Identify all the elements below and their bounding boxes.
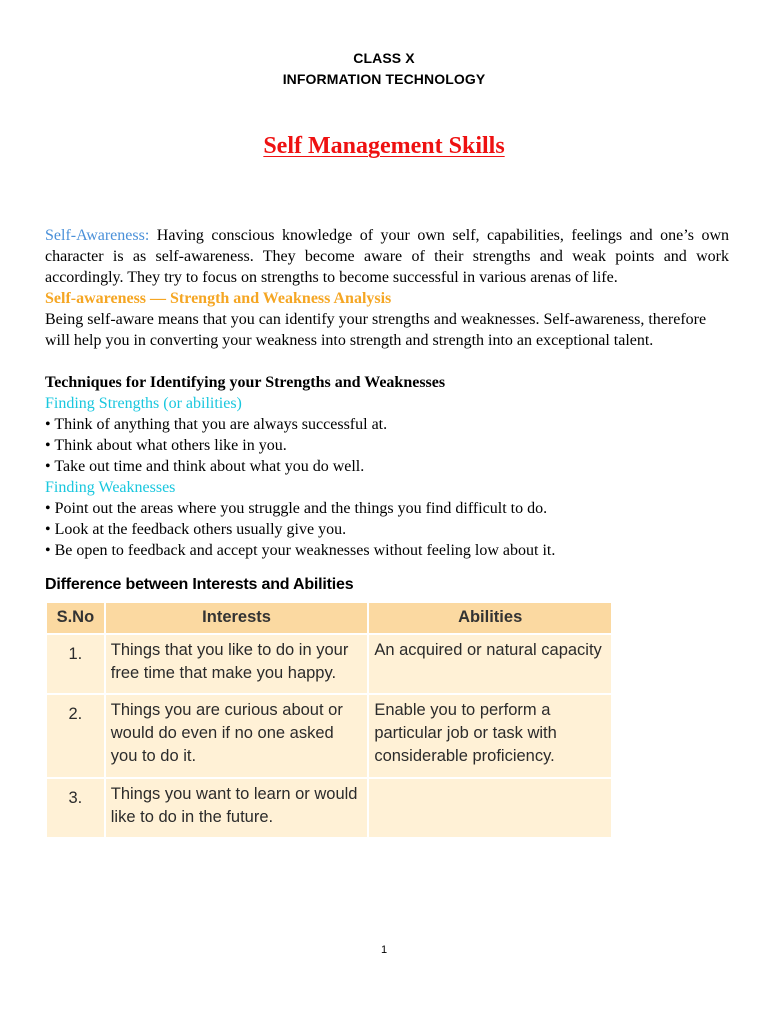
- ability-cell: Enable you to perform a particular job or task with considerable proficiency.: [368, 694, 612, 778]
- list-item: • Think of anything that you are always successful at.: [45, 416, 388, 433]
- sno-cell: 1.: [46, 634, 105, 694]
- document-title: Self Management Skills: [263, 133, 505, 159]
- strength-weakness-analysis-paragraph: Being self-aware means that you can identify your strengths and weaknesses. Self-awareness, therefore will help you in converting your weakness into strength and strength into an exceptional talent.: [45, 311, 707, 349]
- list-item: • Think about what others like in you.: [45, 437, 287, 454]
- list-item: • Be open to feedback and accept your weaknesses without feeling low about it.: [45, 542, 556, 559]
- weaknesses-list: [45, 498, 729, 561]
- finding-weaknesses-heading: Finding Weaknesses: [45, 479, 176, 496]
- sno-cell: 3.: [46, 778, 105, 838]
- subject-label: INFORMATION TECHNOLOGY: [282, 71, 486, 87]
- list-item: • Point out the areas where you struggle and the things you find difficult to do.: [45, 500, 548, 517]
- self-awareness-definition: Having conscious knowledge of your own self, capabilities, feelings and one’s own character is as self-awareness. They become aware of their strengths and weak points and work accordingly. They try to focus on strengths to become successful in various arenas of life.: [45, 227, 729, 286]
- column-header-interests: Interests: [105, 602, 369, 634]
- table-row: [46, 778, 612, 838]
- sno-cell: 2.: [46, 694, 105, 778]
- ability-cell: [368, 778, 612, 838]
- finding-strengths-heading: Finding Strengths (or abilities): [45, 395, 242, 412]
- interests-abilities-table: [45, 601, 613, 839]
- difference-heading: Difference between Interests and Abilities: [45, 576, 354, 593]
- interest-cell: Things that you like to do in your free time that make you happy.: [105, 634, 369, 694]
- list-item: • Take out time and think about what you do well.: [45, 458, 365, 475]
- list-item: • Look at the feedback others usually give you.: [45, 521, 347, 538]
- page-number: 1: [380, 944, 388, 956]
- table-row: [46, 694, 612, 778]
- self-awareness-paragraph: [45, 225, 729, 288]
- interest-cell: Things you want to learn or would like to do in the future.: [105, 778, 369, 838]
- techniques-heading: Techniques for Identifying your Strengths and Weaknesses: [45, 374, 446, 391]
- ability-cell: An acquired or natural capacity: [368, 634, 612, 694]
- column-header-abilities: Abilities: [368, 602, 612, 634]
- table-header-row: [46, 602, 612, 634]
- column-header-sno: S.No: [46, 602, 105, 634]
- strengths-list: [45, 414, 729, 477]
- class-label: CLASS X: [353, 50, 415, 66]
- table-row: [46, 634, 612, 694]
- interest-cell: Things you are curious about or would do even if no one asked you to do it.: [105, 694, 369, 778]
- self-awareness-term: Self-Awareness:: [45, 227, 150, 244]
- strength-weakness-analysis-heading: Self-awareness — Strength and Weakness Analysis: [45, 290, 392, 307]
